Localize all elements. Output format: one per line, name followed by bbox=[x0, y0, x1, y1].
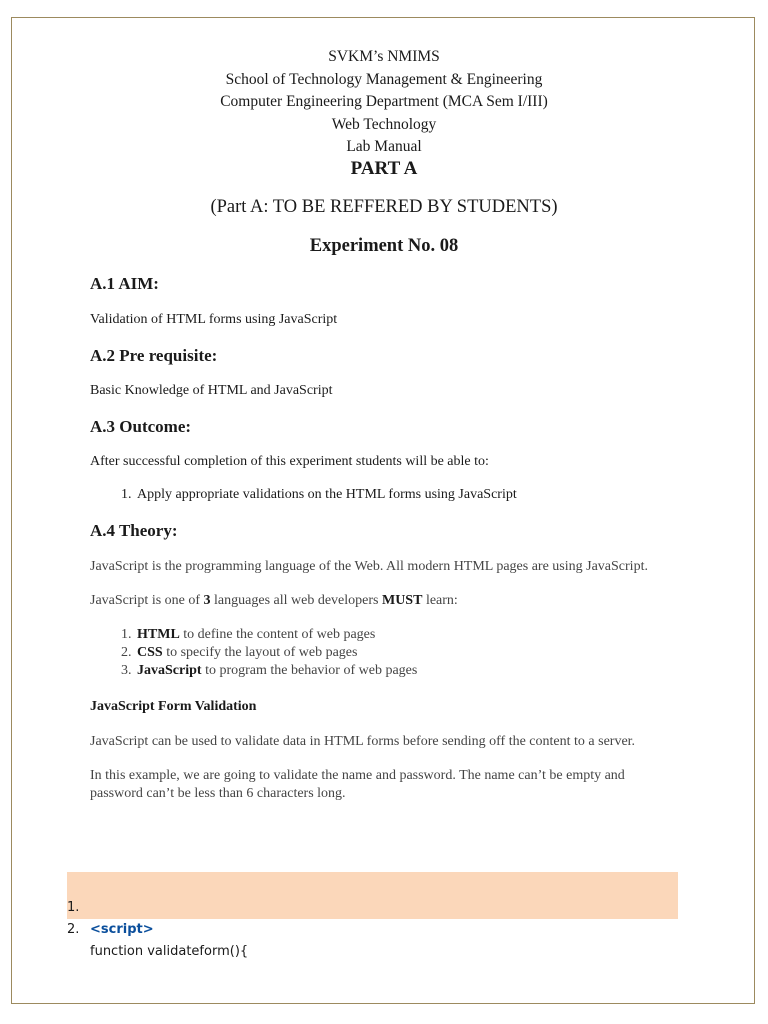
code-text: <script> bbox=[90, 922, 154, 937]
theory-heading: A.4 Theory: bbox=[90, 521, 178, 540]
theory-para-2: JavaScript is one of 3 languages all web developers MUST learn: bbox=[90, 593, 458, 608]
outcome-heading: A.3 Outcome: bbox=[90, 417, 192, 436]
theory-para-1: JavaScript is the programming language of the Web. All modern HTML pages are using JavaScript. bbox=[90, 559, 648, 574]
line-number: 1. bbox=[67, 900, 80, 915]
prereq-heading: A.2 Pre requisite: bbox=[90, 346, 218, 365]
code-line bbox=[67, 875, 154, 937]
part-title: PART A bbox=[350, 158, 418, 179]
list-item: 1. Apply appropriate validations on the HTML forms using JavaScript bbox=[135, 486, 680, 504]
institute-name: SVKM’s NMIMS bbox=[328, 48, 440, 65]
outcome-list bbox=[90, 486, 680, 504]
list-item: 3. JavaScript to program the behavior of web pages bbox=[135, 662, 680, 680]
outcome-text: After successful completion of this experiment students will be able to: bbox=[90, 454, 489, 469]
aim-heading: A.1 AIM: bbox=[90, 274, 159, 293]
document-header bbox=[0, 46, 768, 159]
department-name: Computer Engineering Department (MCA Sem I/III) bbox=[220, 93, 548, 110]
subject-name: Web Technology bbox=[331, 115, 437, 133]
theory-para-3: JavaScript can be used to validate data in HTML forms before sending off the content to a server. bbox=[90, 734, 636, 749]
languages-list bbox=[90, 626, 680, 680]
form-validation-heading: JavaScript Form Validation bbox=[90, 699, 257, 714]
experiment-title: Experiment No. 08 bbox=[309, 236, 459, 256]
code-text: function validateform(){ bbox=[90, 944, 249, 959]
part-subtitle: (Part A: TO BE REFFERED BY STUDENTS) bbox=[210, 197, 558, 217]
prereq-text: Basic Knowledge of HTML and JavaScript bbox=[90, 383, 333, 398]
list-item: 1. HTML to define the content of web pages bbox=[135, 626, 680, 644]
document-body bbox=[90, 273, 680, 803]
aim-text: Validation of HTML forms using JavaScript bbox=[90, 312, 338, 327]
line-number: 2. bbox=[67, 922, 80, 937]
list-item: 2. CSS to specify the layout of web pages bbox=[135, 644, 680, 662]
school-name: School of Technology Management & Engineering bbox=[225, 70, 543, 88]
code-block bbox=[67, 872, 678, 959]
theory-para-4: In this example, we are going to validate the name and password. The name can’t be empty and password can’t be less than 6 characters long. bbox=[90, 768, 625, 801]
manual-name: Lab Manual bbox=[346, 138, 422, 155]
